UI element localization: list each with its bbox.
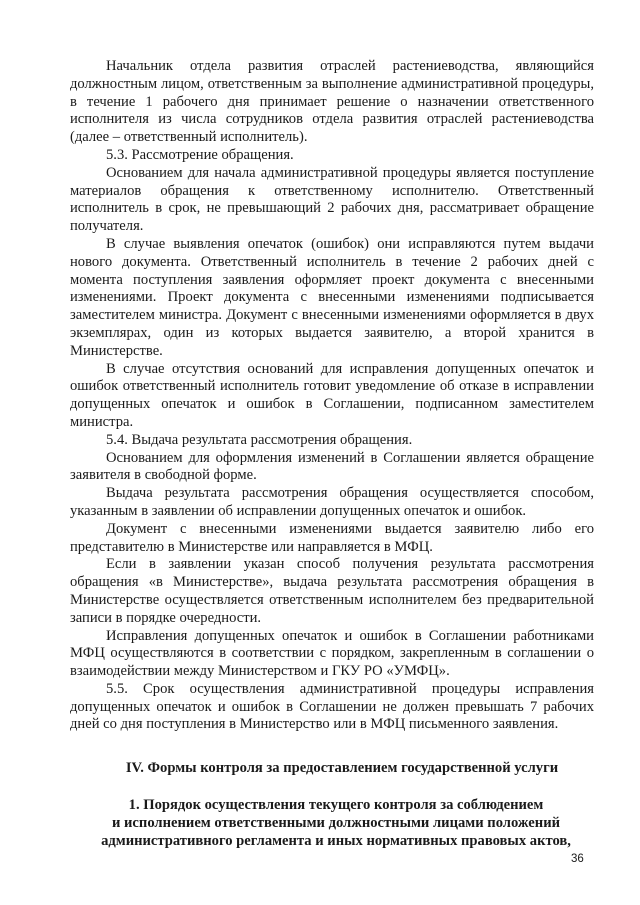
section-heading: IV. Формы контроля за предоставлением государственной услуги xyxy=(125,760,559,777)
document-page xyxy=(70,58,594,850)
subsection-5-4-title: 5.4. Выдача результата рассмотрения обращения. xyxy=(106,431,413,448)
paragraph-document-issued: Документ с внесенными изменениями выдается заявителю либо его представителю в Министерстве или направляется в МФЦ. xyxy=(70,520,594,555)
subheading-line-3: административного регламента и иных нормативных правовых актов, xyxy=(101,833,571,850)
paragraph-appointment: Начальник отдела развития отраслей растениеводства, являющийся должностным лицом, ответственным за выполнение административной процедуры, в течение 1 рабочего дня принимает решение о назначении ответственного исполнителя из числа сотрудников отдела развития отраслей растениеводства (далее – ответственный исполнитель). xyxy=(70,58,594,146)
paragraph-mfc-corrections: Исправления допущенных опечаток и ошибок в Соглашении работниками МФЦ осуществляются в соответствии с порядком, закрепленным в соглашении о взаимодействии между Министерством и ГКУ РО «УМФЦ». xyxy=(70,627,594,680)
paragraph-grounds-changes: Основанием для оформления изменений в Соглашении является обращение заявителя в свободной форме. xyxy=(70,449,594,484)
page-number: 36 xyxy=(571,853,584,865)
paragraph-ministry-issuance: Если в заявлении указан способ получения результата рассмотрения обращения «в Министерстве», выдача результата рассмотрения обращения в Министерстве осуществляется ответственным исполнителем без предварительной записи в порядке очередности. xyxy=(70,556,594,626)
subsection-heading xyxy=(70,796,594,850)
paragraph-issuance-method: Выдача результата рассмотрения обращения осуществляется способом, указанным в заявлении об исправлении допущенных опечаток и ошибок. xyxy=(70,485,594,519)
paragraph-deadline-5-5: 5.5. Срок осуществления административной процедуры исправления допущенных опечаток и ошибок в Соглашении не должен превышать 7 рабочих дней со дня поступления в Министерство или в МФЦ письменного заявления. xyxy=(70,680,594,733)
paragraph-refusal-notice: В случае отсутствия оснований для исправления допущенных опечаток и ошибок ответственный исполнитель готовит уведомление об отказе в исправлении допущенных опечаток и ошибок в Соглашении, подписанном заместителем министра. xyxy=(70,360,594,430)
subheading-line-2: и исполнением ответственными должностными лицами положений xyxy=(111,815,561,832)
paragraph-typo-correction: В случае выявления опечаток (ошибок) они исправляются путем выдачи нового документа. Ответственный исполнитель в течение 2 рабочих дней с момента поступления заявления оформляет проект документа с внесенными изменениями. Проект документа с внесенными изменениями подписывается заместителем министра. Документ с внесенными изменениями оформляется в двух экземплярах, один из которых выдается заявителю, а второй хранится в Министерстве. xyxy=(70,235,594,359)
paragraph-grounds-review: Основанием для начала административной процедуры является поступление материалов обращения к ответственному исполнителю. Ответственный исполнитель в срок, не превышающий 2 рабочих дня, рассматривает обращение получателя. xyxy=(70,164,594,235)
subsection-5-3-title: 5.3. Рассмотрение обращения. xyxy=(106,146,294,163)
subheading-line-1: 1. Порядок осуществления текущего контроля за соблюдением xyxy=(128,797,544,814)
